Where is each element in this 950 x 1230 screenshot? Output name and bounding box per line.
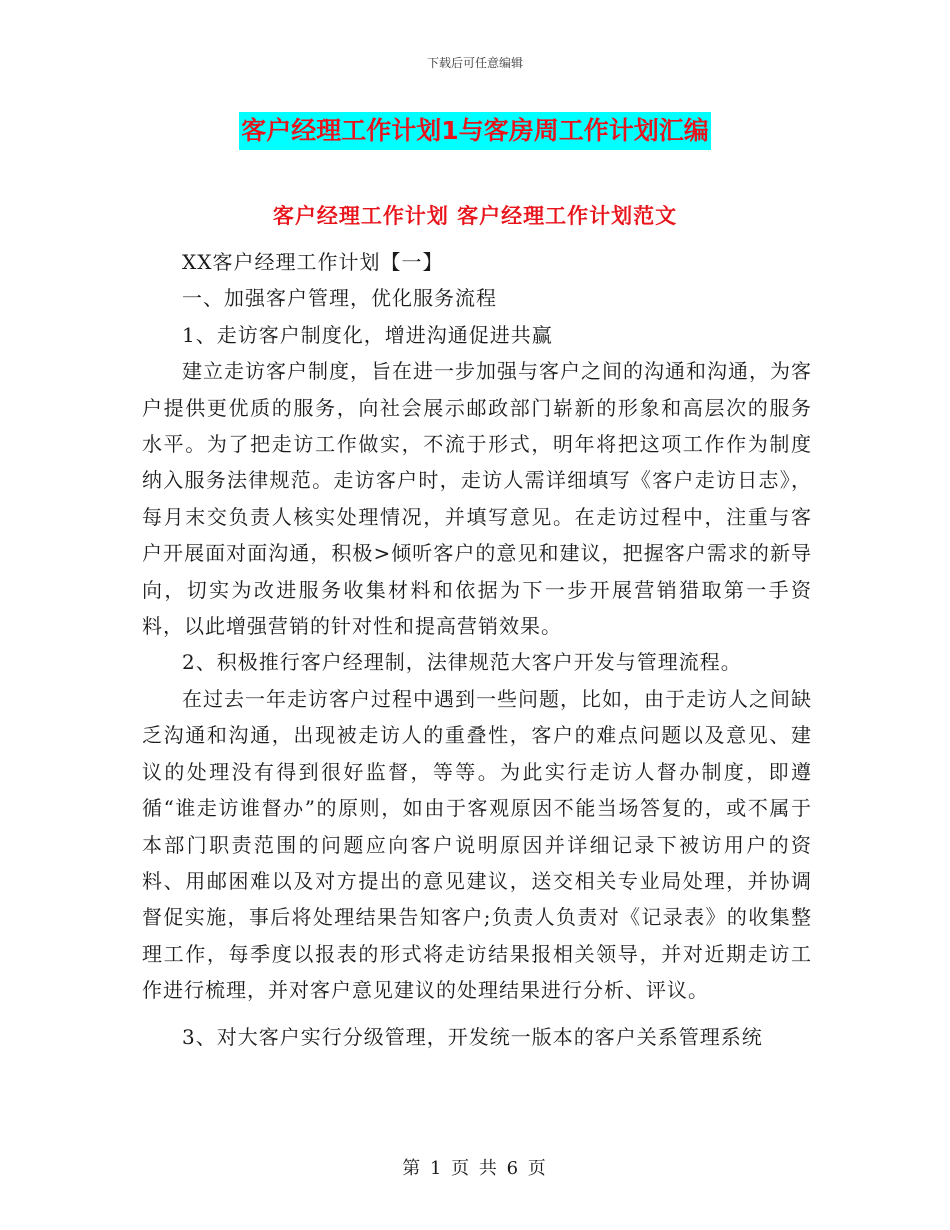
- paragraph-item-1-heading: 1、走访客户制度化，增进沟通促进共赢: [182, 322, 553, 347]
- page-footer: 第 1 页 共 6 页: [402, 1158, 548, 1179]
- main-title: 客户经理工作计划1与客房周工作计划汇编: [239, 112, 710, 150]
- paragraph-item-2-body: 在过去一年走访客户过程中遇到一些问题，比如，由于走访人之间缺乏沟通和沟通，出现被走访人的重叠性，客户的难点问题以及意见、建议的处理没有得到很好监督，等等。为此实行走访人督办制度，即遵循“谁走访谁督办”的原则，如由于客观原因不能当场答复的，或不属于本部门职责范围的问题应向客户说明原因并详细记录下被访用户的资料、用邮困难以及对方提出的意见建议，送交相关专业局处理，并协调督促实施，事后将处理结果告知客户;负责人负责对《记录表》的收集整理工作，每季度以报表的形式将走访结果报相关领导，并对近期走访工作进行梳理，并对客户意见建议的处理结果进行分析、评议。: [142, 686, 812, 1003]
- paragraph-item-1-body: 建立走访客户制度，旨在进一步加强与客户之间的沟通和沟通，为客户提供更优质的服务，向社会展示邮政部门崭新的形象和高层次的服务水平。为了把走访工作做实，不流于形式，明年将把这项工作作为制度纳入服务法律规范。走访客户时，走访人需详细填写《客户走访日志》，每月末交负责人核实处理情况，并填写意见。在走访过程中，注重与客户开展面对面沟通，积极>倾听客户的意见和建议，把握客户需求的新导向，切实为改进服务收集材料和依据为下一步开展营销猎取第一手资料，以此增强营销的针对性和提高营销效果。: [142, 359, 812, 639]
- sub-title: 客户经理工作计划 客户经理工作计划范文: [272, 204, 678, 228]
- header-note: 下载后可任意编辑: [426, 56, 523, 70]
- paragraph-item-3-heading: 3、对大客户实行分级管理，开发统一版本的客户关系管理系统: [182, 1024, 763, 1049]
- main-title-wrapper: [0, 112, 950, 150]
- paragraph-section-heading: 一、加强客户管理，优化服务流程: [182, 286, 497, 311]
- document-body: [142, 244, 812, 1055]
- paragraph-plan-heading: XX客户经理工作计划【一】: [182, 250, 444, 274]
- paragraph-item-2-heading: 2、积极推行客户经理制，法律规范大客户开发与管理流程。: [182, 650, 742, 675]
